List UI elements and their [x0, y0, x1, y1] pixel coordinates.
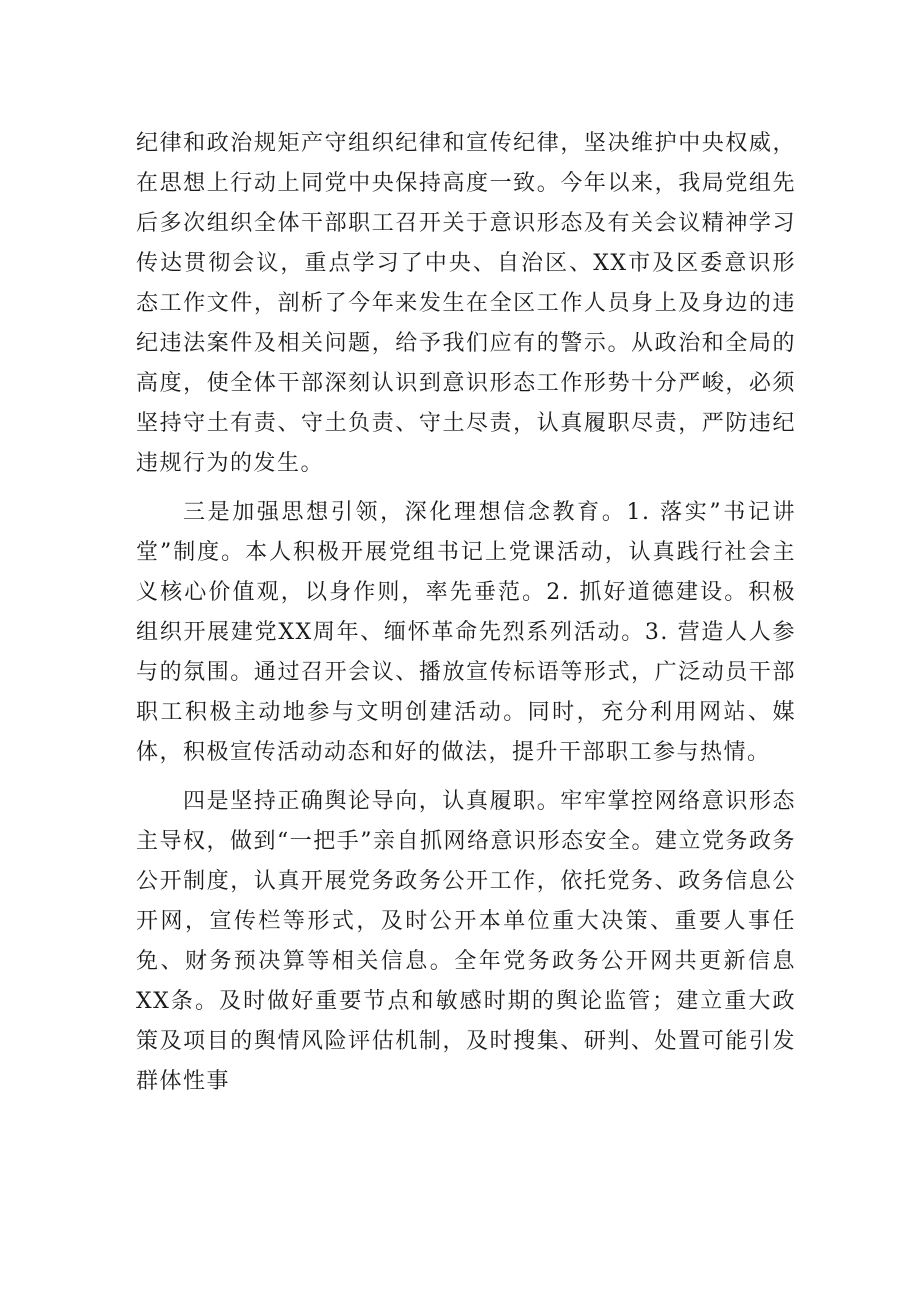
- paragraph-public-opinion: 四是坚持正确舆论导向，认真履职。牢牢掌控网络意识形态主导权，做到“一把手”亲自抓网络意识形态安全。建立党务政务公开制度，认真开展党务政务公开工作，依托党务、政务信息公开网，宣传栏等形式，及时公开本单位重大决策、重要人事任免、财务预决算等相关信息。全年党务政务公开网共更新信息XX条。及时做好重要节点和敏感时期的舆论监管；建立重大政策及项目的舆情风险评估机制，及时搜集、研判、处置可能引发群体性事: [136, 789, 796, 1094]
- paragraph-continuation: 纪律和政治规矩产守组织纪律和宣传纪律，坚决维护中央权威，在思想上行动上同党中央保持高度一致。今年以来，我局党组先后多次组织全体干部职工召开关于意识形态及有关会议精神学习传达贯彻会议，重点学习了中央、自治区、XX市及区委意识形态工作文件，剖析了今年来发生在全区工作人员身上及身边的违纪违法案件及相关问题，给予我们应有的警示。从政治和全局的高度，使全体干部深刻认识到意识形态工作形势十分严峻，必须坚持守土有责、守土负责、守土尽责，认真履职尽责，严防违纪违规行为的发生。: [136, 131, 796, 476]
- document-body: [136, 124, 796, 1102]
- paragraph-ideological-guidance: 三是加强思想引领，深化理想信念教育。1. 落实”书记讲堂”制度。本人积极开展党组书记上党课活动，认真践行社会主义核心价值观，以身作则，率先垂范。2. 抓好道德建设。积极组织开展建党XX周年、缅怀革命先烈系列活动。3. 营造人人参与的氛围。通过召开会议、播放宣传标语等形式，广泛动员干部职工积极主动地参与文明创建活动。同时，充分利用网站、媒体，积极宣传活动动态和好的做法，提升干部职工参与热情。: [136, 500, 796, 765]
